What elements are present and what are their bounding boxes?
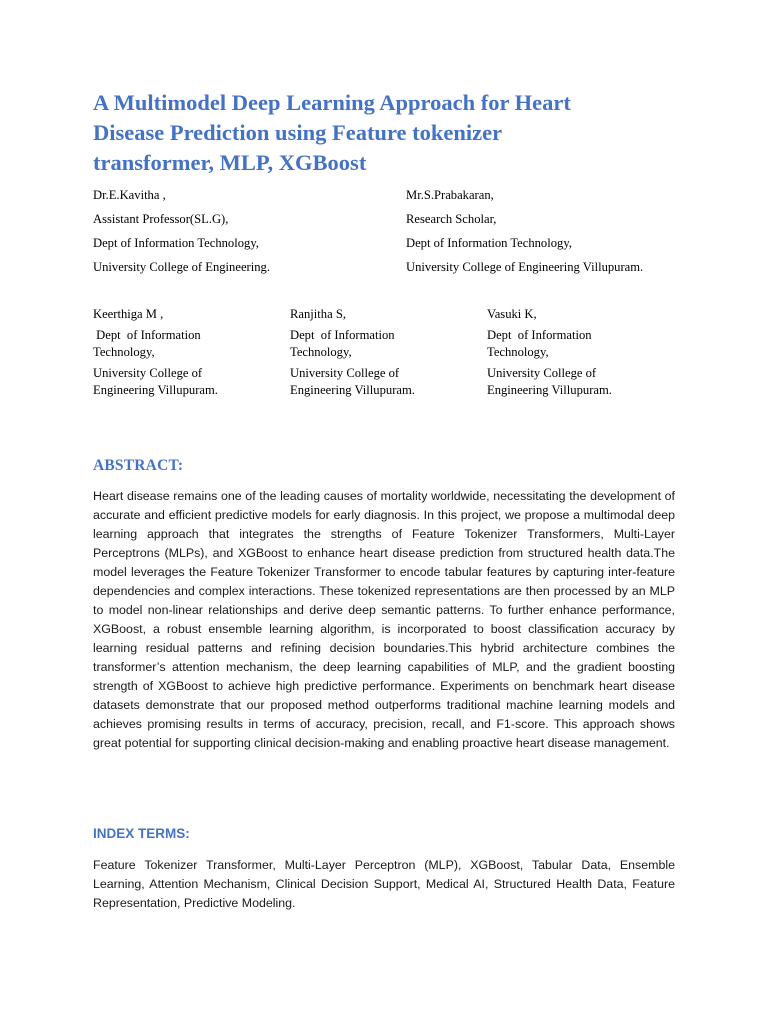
author-inst-line-1: University College of bbox=[93, 366, 203, 380]
author-kavitha bbox=[93, 183, 270, 279]
abstract-text: Heart disease remains one of the leading causes of mortality worldwide, necessitating the development of accurate and efficient predictive models for early diagnosis. In this project, we propose a multimodal deep learning approach that integrates the strengths of Feature Tokenizer Transformers, Multi-Layer Perceptrons (MLPs), and XGBoost to enhance heart disease prediction from structured health data.The model leverages the Feature Tokenizer Transformer to encode tabular features by capturing inter-feature dependencies and complex interactions. These tokenized representations are then processed by an MLP to model non-linear relationships and derive deep semantic patterns. To further enhance performance, XGBoost, a robust ensemble learning algorithm, is incorporated to boost classification accuracy by learning residual patterns and refining decision boundaries.This hybrid architecture combines the transformer’s attention mechanism, the deep learning capabilities of MLP, and the gradient boosting strength of XGBoost to achieve high predictive performance. Experiments on benchmark heart disease datasets demonstrate that our proposed method outperforms traditional machine learning models and achieves promising results in terms of accuracy, precision, recall, and F1-score. This approach shows great potential for supporting clinical decision-making and enabling proactive heart disease management. bbox=[93, 489, 675, 750]
author-vasuki bbox=[487, 306, 612, 399]
author-prabakaran bbox=[406, 183, 643, 279]
author-name: Vasuki K, bbox=[487, 307, 537, 321]
author-ranjitha bbox=[290, 306, 415, 399]
author-inst-line-1: University College of bbox=[290, 366, 400, 380]
author-inst-line-2: Engineering Villupuram. bbox=[93, 383, 218, 397]
author-name: Mr.S.Prabakaran, bbox=[406, 188, 494, 202]
author-dept-line-1: Dept of Information bbox=[487, 328, 592, 342]
paper-title bbox=[93, 88, 693, 178]
index-terms-heading: INDEX TERMS: bbox=[93, 826, 190, 841]
author-dept-line-1: Dept of Information bbox=[290, 328, 395, 342]
author-dept-line-1: Dept of Information bbox=[93, 328, 201, 342]
author-inst-line-1: University College of bbox=[487, 366, 597, 380]
author-keerthiga bbox=[93, 306, 218, 399]
title-line-1: A Multimodel Deep Learning Approach for Heart bbox=[93, 90, 571, 115]
author-dept: Dept of Information Technology, bbox=[93, 236, 259, 250]
author-dept-line-2: Technology, bbox=[93, 345, 155, 359]
author-dept-line-2: Technology, bbox=[487, 345, 549, 359]
author-institution: University College of Engineering. bbox=[93, 260, 270, 274]
abstract-heading: ABSTRACT: bbox=[93, 457, 184, 474]
author-role: Assistant Professor(SL.G), bbox=[93, 212, 229, 226]
author-inst-line-2: Engineering Villupuram. bbox=[487, 383, 612, 397]
author-dept: Dept of Information Technology, bbox=[406, 236, 572, 250]
author-name: Ranjitha S, bbox=[290, 307, 346, 321]
author-institution: University College of Engineering Villupuram. bbox=[406, 260, 644, 274]
author-dept-line-2: Technology, bbox=[290, 345, 352, 359]
author-role: Research Scholar, bbox=[406, 212, 497, 226]
author-inst-line-2: Engineering Villupuram. bbox=[290, 383, 415, 397]
title-line-3: transformer, MLP, XGBoost bbox=[93, 150, 367, 175]
author-name: Keerthiga M , bbox=[93, 307, 164, 321]
author-name: Dr.E.Kavitha , bbox=[93, 188, 166, 202]
title-line-2: Disease Prediction using Feature tokenizer bbox=[93, 120, 503, 145]
index-terms-text: Feature Tokenizer Transformer, Multi-Layer Perceptron (MLP), XGBoost, Tabular Data, Ensemble Learning, Attention Mechanism, Clinical Decision Support, Medical AI, Structured Health Data, Feature Representation, Predictive Modeling. bbox=[93, 858, 675, 910]
